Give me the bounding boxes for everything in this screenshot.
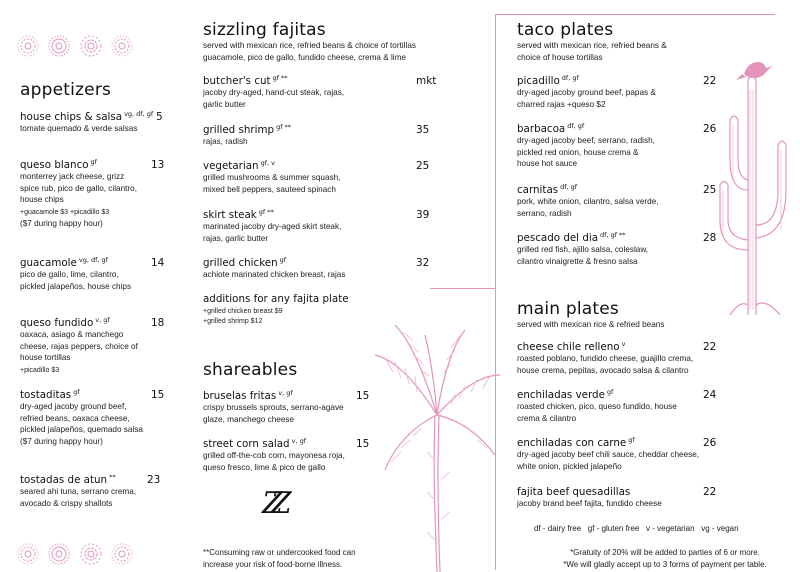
item-price: 15 [356,438,370,450]
menu-item: bruselas fritas $^{v, gf}$ crispy brussels sprouts, serrano-agave glaze, manchego cheese [203,389,344,424]
dietary-legend: df - dairy free gf - gluten free v - vegetarian vg - vegan [534,524,739,533]
section-title-tacos: taco plates [517,20,614,40]
divider-line [495,14,775,15]
menu-item: queso fundido $^{v, gf}$ oaxaca, asiago & manchego cheese, rajas peppers, choice of house tortillas +picadillo $3 [20,316,138,374]
flower-icon [49,544,69,564]
menu-item: tostadas de atun ** seared ahi tuna, serrano crema, avocado & crispy shallots [20,473,137,508]
menu-item: carnitas $^{df, gf}$ pork, white onion, cilantro, salsa verde, serrano, radish [517,183,659,218]
section-title-main: main plates [517,299,619,319]
menu-item: butcher's cut $^{gf **}$ jacoby dry-aged, hand-cut steak, rajas, garlic butter [203,74,345,109]
menu-item: skirt steak $^{gf **}$ marinated jacoby dry-aged skirt steak, rajas, garlic butter [203,208,342,243]
item-price: 18 [151,317,165,329]
item-price: 35 [416,124,430,136]
menu-item: vegetarian $^{gf, v}$ grilled mushrooms & summer squash, mixed bell peppers, sauteed spinach [203,159,341,194]
item-price: 22 [703,486,717,498]
menu-item: guacamole $^{vg, df, gf}$ pico de gallo, lime, cilantro, pickled jalapeños, house chips [20,256,132,291]
menu-item: street corn salad $^{v, gf}$ grilled off-the-cob corn, mayonesa roja, queso fresco, lime & pico de gallo [203,437,345,472]
item-price: 39 [416,209,430,221]
item-price: 22 [703,75,717,87]
gratuity-note: *Gratuity of 20% will be added to parties of 6 or more. *We will gladly accept up to 3 forms of payment per table. [563,548,767,569]
section-subtitle: served with mexican rice & refried beans [517,320,665,329]
divider-line [430,288,496,289]
item-price: 28 [703,232,717,244]
section-subtitle: served with mexican rice, refried beans & choice of house tortillas [517,41,667,62]
item-price: 22 [703,341,717,353]
raw-food-disclaimer: **Consuming raw or undercooked food can increase your risk of food-borne illness. [203,548,356,569]
flower-ornaments-top [16,34,136,60]
item-price: 32 [416,257,430,269]
restaurant-logo: ZZ [262,486,280,521]
item-price: 14 [151,257,165,269]
item-price: 26 [703,123,717,135]
item-price: 25 [416,160,430,172]
menu-item: enchiladas verde $^{gf}$ roasted chicken, pico, queso fundido, house crema & cilantro [517,388,677,423]
menu-item: grilled chicken $^{gf}$ achiote marinated chicken breast, rajas [203,256,346,279]
bird-icon [736,62,772,80]
flower-icon [18,36,38,56]
section-title-appetizers: appetizers [20,80,112,100]
flower-icon [81,544,101,564]
item-price: 24 [703,389,717,401]
item-price: 25 [703,184,717,196]
flower-icon [112,36,132,56]
flower-icon [18,544,38,564]
item-price: 26 [703,437,717,449]
menu-item: cheese chile relleno $^v$ roasted poblano, fundido cheese, guajillo crema, house crema, pepitas, avocado salsa & cilantro [517,340,694,375]
menu-item: picadillo $^{df, gf}$ dry-aged jacoby ground beef, papas & charred rajas +queso $2 [517,74,656,109]
menu-item: queso blanco $^{gf}$ monterrey jack cheese, grizz spice rub, pico de gallo, cilantro, house chips +guacamole $3 +picadillo $3 ($7 during happy hour) [20,158,137,228]
menu-item: house chips & salsa $^{vg, df, gf}$ tomate quemado & verde salsas [20,110,154,133]
item-price: 13 [151,159,165,171]
item-price: mkt [416,75,437,87]
menu-item: pescado del dia $^{df, gf **}$ grilled red fish, ajillo salsa, coleslaw, cilantro vinaigrette & fresno salsa [517,231,649,266]
fajita-additions: additions for any fajita plate +grilled chicken breast $9 +grilled shrimp $12 [203,293,349,325]
flower-icon [112,544,132,564]
item-price: 23 [147,474,161,486]
menu-item: tostaditas $^{gf}$ dry-aged jacoby ground beef, refried beans, oaxaca cheese, pickled jalapeños, quemado salsa ($7 during happy hour) [20,388,143,446]
menu-item: enchiladas con carne $^{gf}$ dry-aged jacoby beef chili sauce, cheddar cheese, white onion, pickled jalapeño [517,436,700,471]
section-subtitle: served with mexican rice, refried beans & choice of tortillas guacamole, pico de gallo, fundido cheese, crema & lime [203,41,416,62]
section-title-fajitas: sizzling fajitas [203,20,326,40]
menu-item: barbacoa $^{df, gf}$ dry-aged jacoby beef, serrano, radish, pickled red onion, house crema & house hot sauce [517,122,655,168]
flower-ornaments-bottom [16,542,136,568]
flower-icon [49,36,69,56]
flower-icon [81,36,101,56]
item-price: 5 [156,111,163,123]
menu-item: grilled shrimp $^{gf **}$ rajas, radish [203,123,292,146]
menu-item: fajita beef quesadillas jacoby brand beef fajita, fundido cheese [517,486,662,508]
item-price: 15 [356,390,370,402]
section-title-shareables: shareables [203,360,298,380]
item-price: 15 [151,389,165,401]
